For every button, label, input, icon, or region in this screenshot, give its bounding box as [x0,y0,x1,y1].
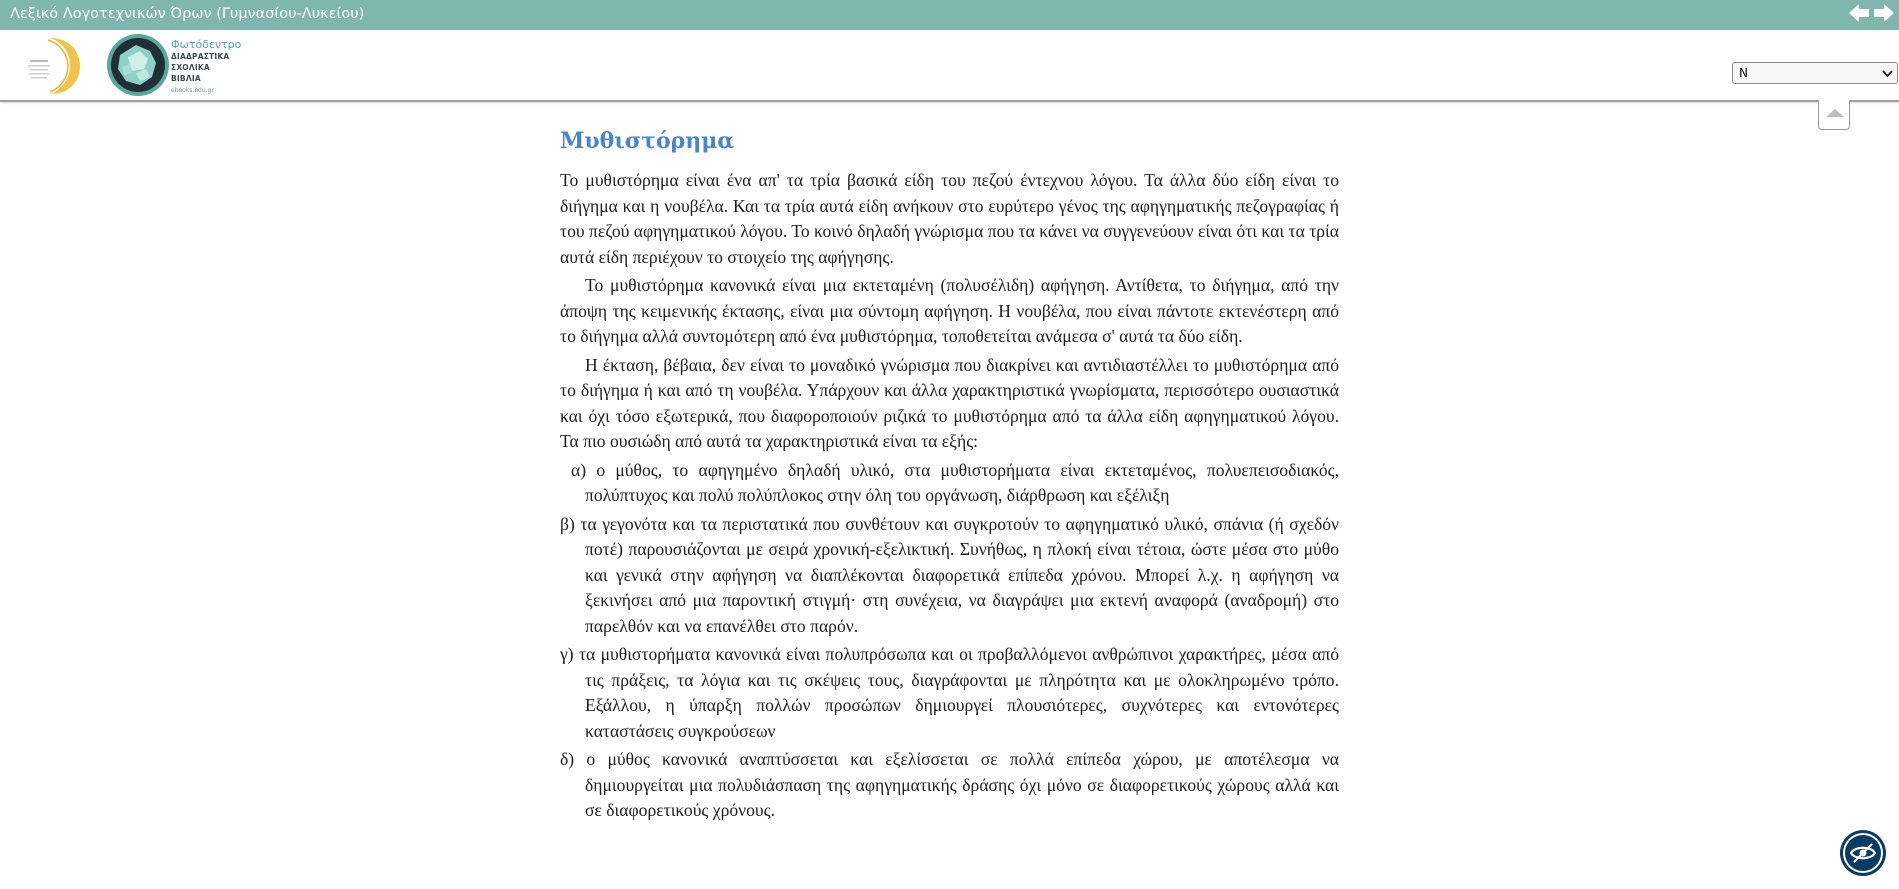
paragraph: Το μυθιστόρημα είναι ένα απ' τα τρία βασικά είδη του πεζού έντεχνου λόγου. Τα άλλα δύο είδη είναι το διήγημα και η νουβέλα. Και τα τρία αυτά είδη ανήκουν στο ευρύτερο γένος της αφηγηματικής πεζογραφίας ή του πεζού αφηγηματικού λόγου. Το κοινό δηλαδή γνώρισμα που τα κάνει να συγγενεύουν είναι ότι και τα τρία αυτά είδη περιέχουν το στοιχείο της αφήγησης. [560,170,1339,267]
app-title: Λεξικό Λογοτεχνικών Όρων (Γυμνασίου-Λυκείου) [10,6,365,22]
accessibility-button[interactable] [1840,830,1886,876]
photodentro-logo[interactable] [106,33,170,97]
header [0,30,1899,102]
list-item: γ) τα μυθιστορήματα κανονικά είναι πολυπρόσωπα και οι προβαλλόμενοι ανθρώπινοι χαρακτήρες, μέσα από τις πράξεις, τα λόγια και τις σκέψεις τους, διαγράφονται με πληρότητα και με ολοκληρωμένο τρόπο. Εξάλλου, η ύπαρξη πολλών προσώπων δημιουργεί πλουσιότερες, συχνότερες και εντονότερες καταστάσεις συγκρούσεων [560,644,1339,741]
brand-line-1: ΔΙΑΔΡΑΣΤΙΚΑ [171,52,230,61]
paragraph: Η έκταση, βέβαια, δεν είναι το μοναδικό γνώρισμα που διακρίνει και αντιδιαστέλλει το μυθιστόρημα από το διήγημα ή και από τη νουβέλα. Υπάρχουν και άλλα χαρακτηριστικά γνωρίσματα, περισσότερο ουσιαστικά και όχι τόσο εξωτερικά, που διαφοροποιούν ριζικά το μυθιστόρημα από τα άλλα είδη αφηγηματικού λόγου. Τα πιο ουσιώδη από αυτά τα χαρακτηριστικά είναι τα εξής: [560,354,1339,451]
eye-slash-icon [1840,830,1886,876]
letter-select[interactable] [1732,62,1898,84]
previous-page-button[interactable] [1848,2,1870,24]
scroll-to-top-button[interactable] [1818,100,1850,130]
arrow-right-icon [1873,2,1895,24]
top-bar [0,0,1899,30]
triangle-up-icon [1825,108,1845,120]
chevron-down-icon [1882,68,1893,79]
brand-line-2: ΣΧΟΛΙΚΑ [171,63,210,72]
list-item: α) ο μύθος, το αφηγημένο δηλαδή υλικό, στα μυθιστορήματα είναι εκτεταμένος, πολυεπεισοδιακός, πολύπτυχος και πολύ πολύπλοκος στην όλη του οργάνωση, διάρθρωση και εξέλιξη [571,459,1339,505]
brand-url: ebooks.edu.gr [171,87,214,94]
ministry-logo[interactable] [24,34,82,96]
photodentro-label [171,38,241,96]
list-item: β) τα γεγονότα και τα περιστατικά που συνθέτουν και συγκροτούν το αφηγηματικό υλικό, σπάνια (ή σχεδόν ποτέ) παρουσιάζονται με σειρά χρονική-εξελικτική. Συνήθως, η πλοκή είναι τέτοια, ώστε μέσα στο μύθο και γενικά στην αφήγηση να διαπλέκονται διαφορετικά επίπεδα χρόνου. Μπορεί λ.χ. η αφήγηση να ξεκινήσει από μια παροντική στιγμή· στη συνέχεια, να διαγράψει μια εκτενή αναφορά (αναδρομή) στο παρελθόν και να επανέλθει στο παρόν. [560,513,1339,636]
next-page-button[interactable] [1873,2,1895,24]
list-item: δ) ο μύθος κανονικά αναπτύσσεται και εξελίσσεται σε πολλά επίπεδα χώρου, με αποτέλεσμα να δημιουργείται μια πολυδιάσπαση της αφηγηματικής δράσης όχι μόνο σε διαφορετικούς χώρους αλλά και σε διαφορετικούς χρόνους. [560,749,1339,820]
letter-select-value: Ν [1739,66,1748,80]
brand-name: Φωτόδεντρο [171,38,242,51]
article [560,126,1339,827]
paragraph: Το μυθιστόρημα κανονικά είναι μια εκτεταμένη (πολυσέλιδη) αφήγηση. Αντίθετα, το διήγημα, από την άποψη της κειμενικής έκτασης, είναι μια σύντομη αφήγηση. Η νουβέλα, που είναι πάντοτε εκτενέστερη από το διήγημα αλλά συντομότερη από ένα μυθιστόρημα, τοποθετείται ανάμεσα σ' αυτά τα δύο είδη. [560,275,1339,346]
brand-line-3: ΒΙΒΛΙΑ [171,74,201,83]
article-title: Μυθιστόρημα [560,128,735,154]
arrow-left-icon [1848,2,1870,24]
